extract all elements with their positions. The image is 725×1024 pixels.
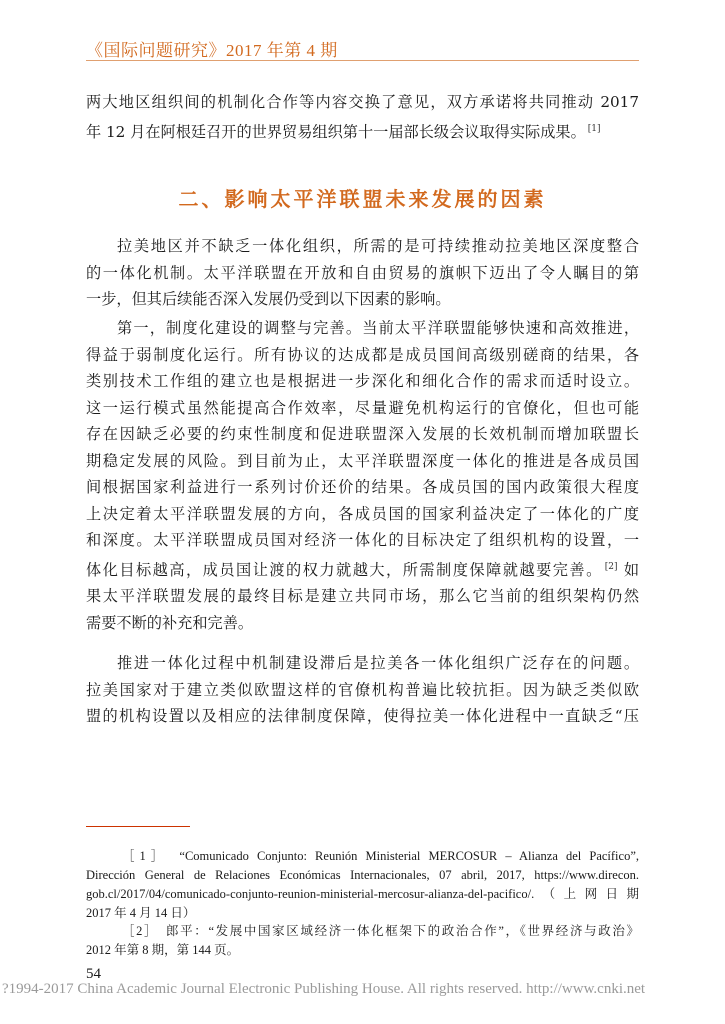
text-line: 推进一体化过程中机制建设滞后是拉美各一体化组织广泛存在的问题。: [117, 654, 639, 672]
text-line: 得益于弱制度化运行。所有协议的达成都是成员国间高级别磋商的结果，各: [86, 345, 639, 364]
intro-paragraph: [86, 89, 639, 145]
text-line: 两大地区组织间的机制化合作等内容交换了意见，双方承诺将共同推动 2017: [86, 93, 639, 111]
footnote-line: ［1］ “Comunicado Conjunto: Reunión Ministerial MERCOSUR – Alianza del Pacífico”,: [122, 849, 639, 863]
footnote-ref-1[interactable]: [1]: [587, 123, 601, 134]
footnote-line: Dirección General de Relaciones Económicas Internacionales, 07 abril, 2017, https://www.direcon.: [86, 868, 639, 882]
paragraph-2: [86, 315, 639, 636]
text-line: 果太平洋联盟发展的最终目标是建立共同市场，那么它当前的组织架构仍然: [86, 587, 639, 605]
text-line: 盟的机构设置以及相应的法律制度保障，使得拉美一体化进程中一直缺乏“压: [86, 707, 639, 725]
footnote-ref-2[interactable]: [2]: [604, 561, 618, 572]
page-number: 54: [86, 966, 101, 982]
footnote-1: [86, 847, 639, 923]
text-line: 拉美国家对于建立类似欧盟这样的官僚机构普遍比较抗拒。因为缺乏类似欧: [86, 680, 639, 699]
text-line: 上决定着太平洋联盟发展的方向，各成员国的国家利益决定了一体化的广度: [86, 504, 639, 523]
paragraph-3: [86, 650, 639, 730]
header-rule: [86, 60, 639, 61]
text-line: 存在因缺乏必要的约束性制度和促进联盟深入发展的长效机制而增加联盟长: [86, 425, 639, 443]
text-line: 一步，但其后续能否深入发展仍受到以下因素的影响。: [86, 290, 451, 308]
text-line: 体化目标越高，成员国让渡的权力就越大，所需制度保障就越要完善。 [2] 如: [86, 560, 640, 579]
text-line: 需要不断的补充和完善。: [86, 613, 254, 632]
text-line: 年 12 月在阿根廷召开的世界贸易组织第十一届部长级会议取得实际成果。 [1]: [86, 122, 601, 141]
footnote-line: ［2］ 郎平：“发展中国家区域经济一体化框架下的政治合作”，《世界经济与政治》: [122, 924, 639, 938]
text-line: 类别技术工作组的建立也是根据进一步深化和细化合作的需求而适时设立。: [86, 372, 639, 390]
text-line: 第一，制度化建设的调整与完善。当前太平洋联盟能够快速和高效推进，: [117, 319, 639, 337]
text-line: 间根据国家利益进行一系列讨价还价的结果。各成员国的国内政策很大程度: [86, 478, 639, 496]
journal-header: 《国际问题研究》2017 年第 4 期: [86, 41, 338, 60]
text-line: 这一运行模式虽然能提高合作效率，尽量避免机构运行的官僚化，但也可能: [86, 398, 639, 417]
text-line: 和深度。太平洋联盟成员国对经济一体化的目标决定了组织机构的设置，一: [86, 531, 639, 549]
copyright-notice: ?1994-2017 China Academic Journal Electronic Publishing House. All rights reserved. http://www.cnki.net: [2, 981, 646, 997]
paragraph-1: [86, 233, 639, 313]
section-title: 二、影响太平洋联盟未来发展的因素: [178, 187, 547, 211]
footnote-line: 2017 年 4 月 14 日）: [86, 906, 196, 920]
text-line: 期稳定发展的风险。到目前为止，太平洋联盟深度一体化的推进是各成员国: [86, 451, 639, 470]
text-line: 拉美地区并不缺乏一体化组织，所需的是可持续推动拉美地区深度整合: [117, 237, 639, 255]
text-line: 的一体化机制。太平洋联盟在开放和自由贸易的旗帜下迈出了令人瞩目的第: [86, 263, 639, 282]
footnote-2: [86, 922, 639, 960]
footnote-line: 2012 年第 8 期，第 144 页。: [86, 943, 240, 957]
footnote-line: gob.cl/2017/04/comunicado-conjunto-reunion-ministerial-mercosur-alianza-del-pacifico/.（上网日期: [86, 887, 639, 901]
footnote-rule: [86, 826, 190, 827]
